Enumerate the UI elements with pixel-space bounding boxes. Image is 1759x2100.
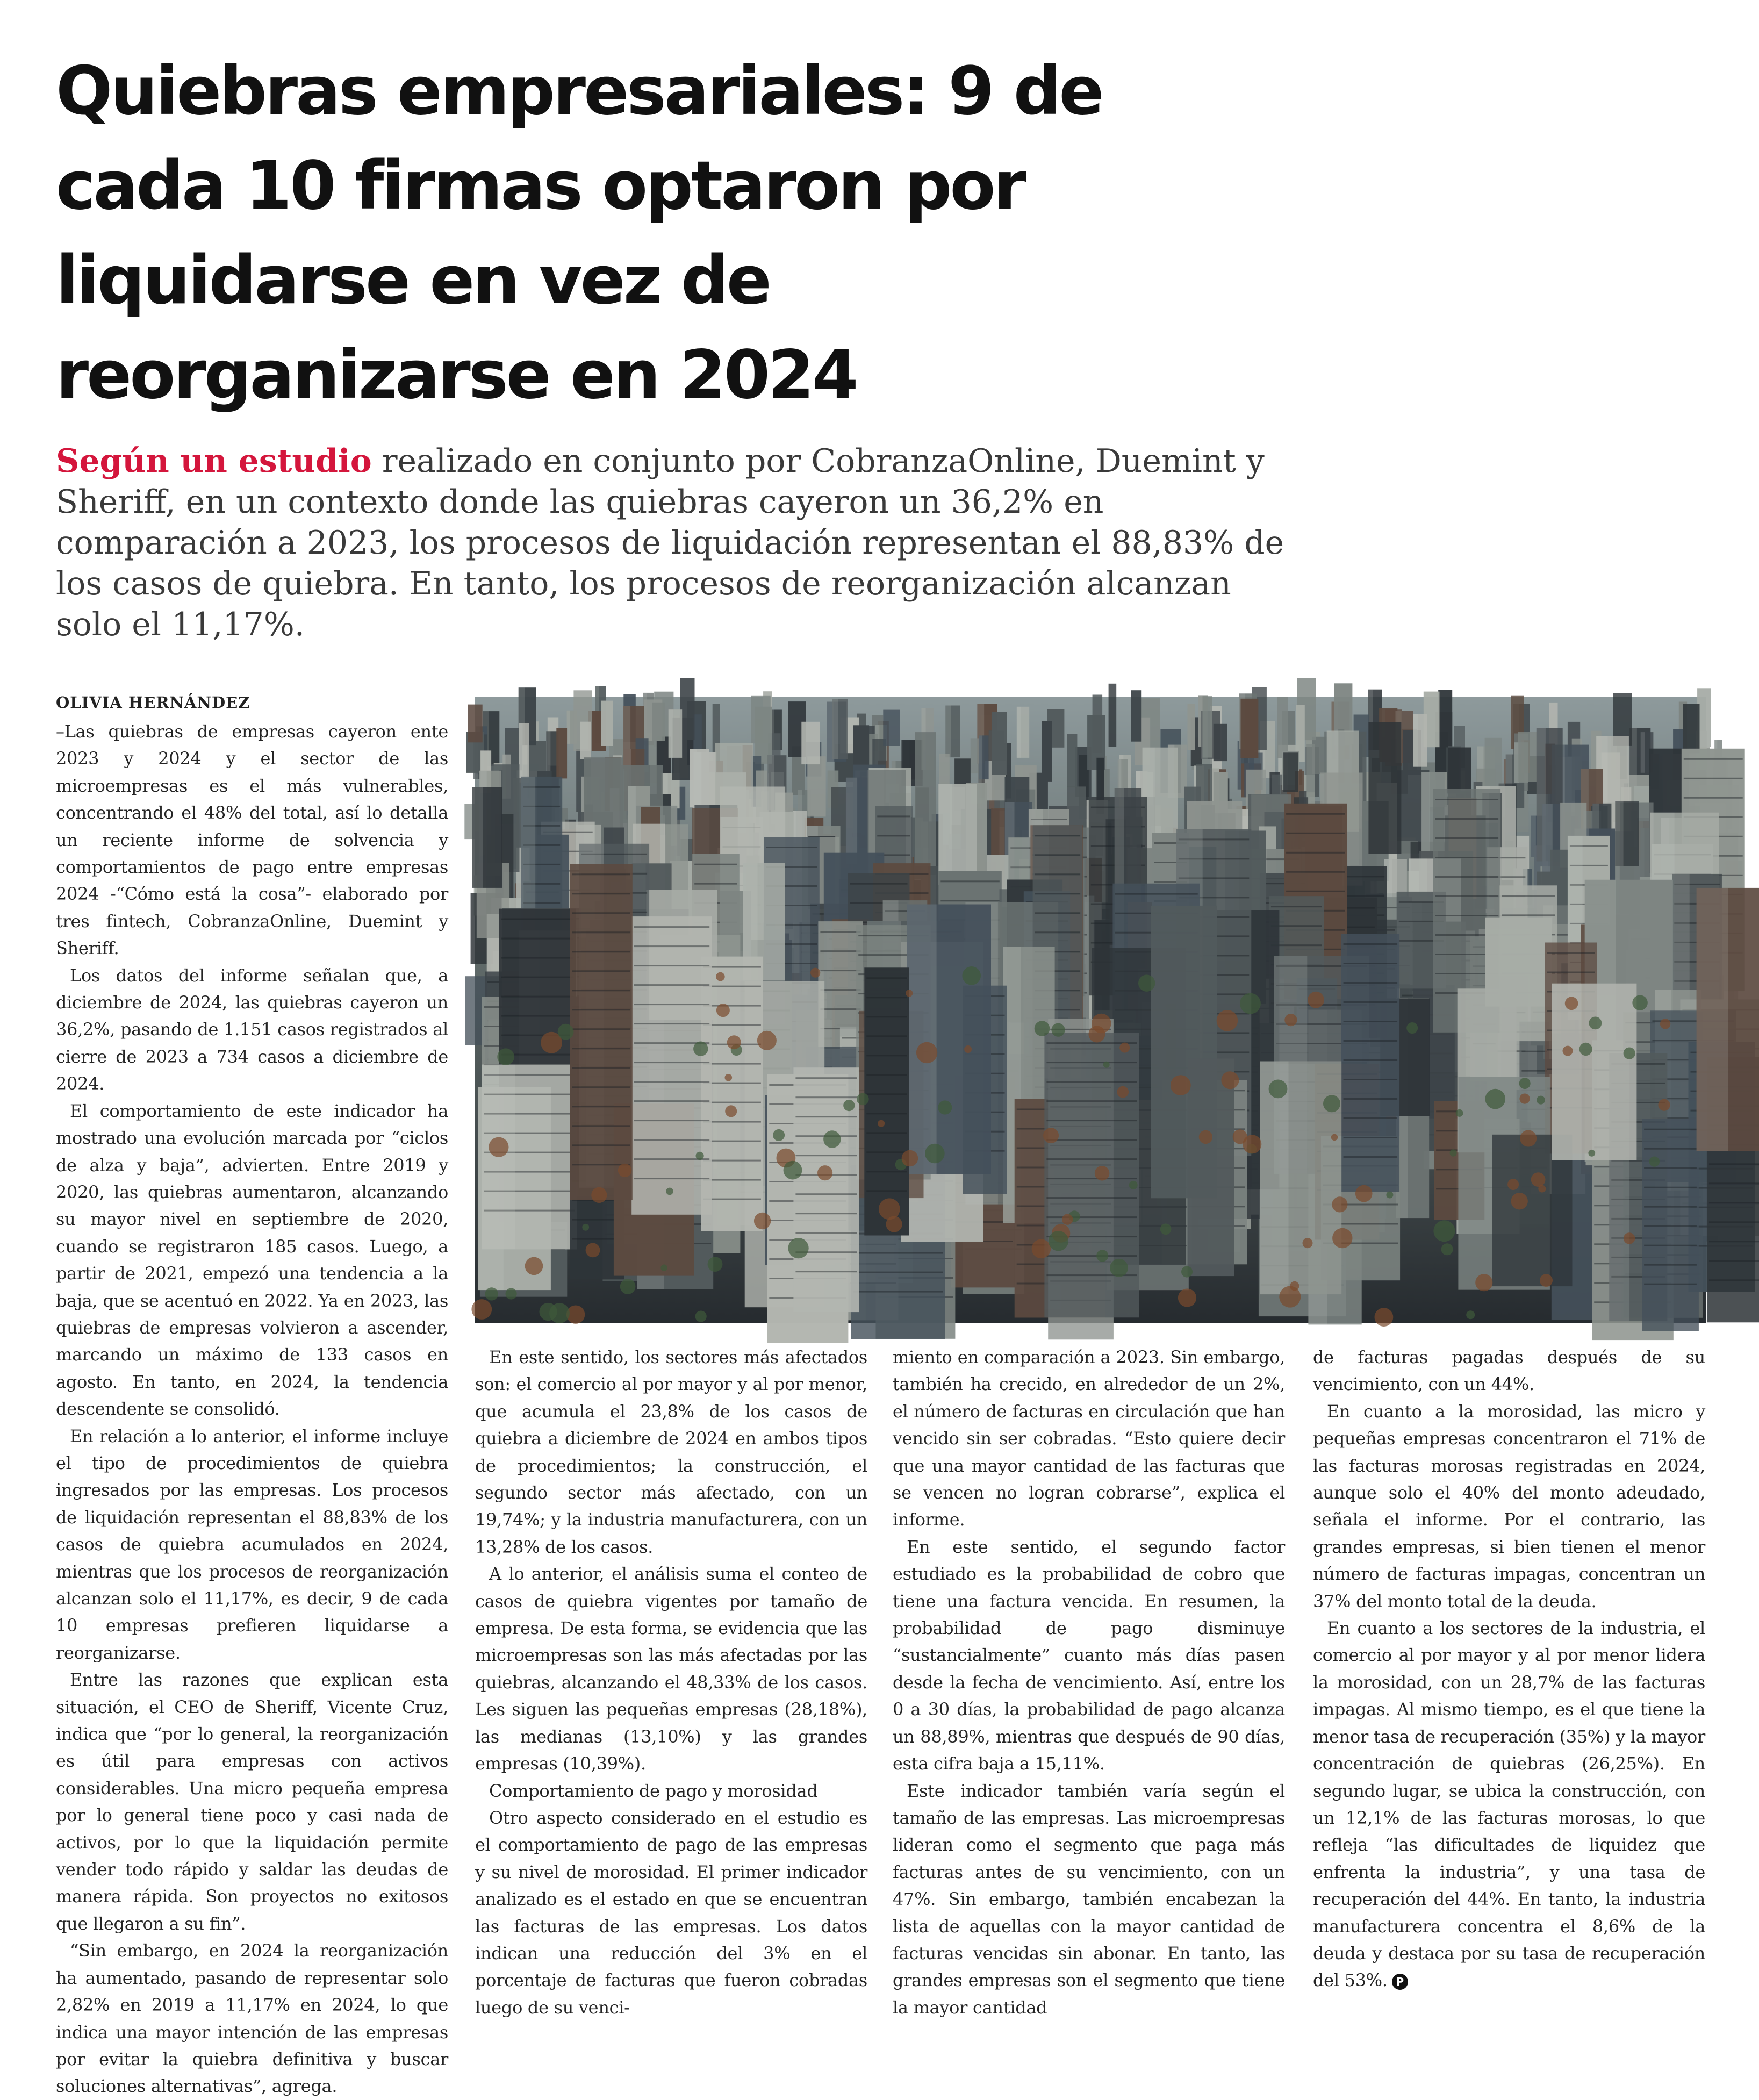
paragraph: En relación a lo anterior, el informe incluye el tipo de procedimientos de quiebra ingresados por las empresas. Los procesos de liquidación representan el 88,83% de los casos de quiebra acumulados en 2024, mientras que los procesos de reorganización alcanzan solo el 11,17%, es decir, 9 de cada 10 empresas prefieren liquidarse a reorganizarse.: [56, 1425, 448, 1663]
article-column-4: [1313, 1344, 1705, 1991]
subheading: Comportamiento de pago y morosidad: [489, 1780, 818, 1801]
article-column-3: [893, 1344, 1285, 2018]
paragraph: miento en comparación a 2023. Sin embargo, también ha crecido, en alrededor de un 2%, el número de facturas en circulación que han vencido sin ser cobradas. “Esto quiere decir que una mayor cantidad de las facturas que se vencen no logran cobrarse”, explica el informe.: [893, 1347, 1285, 1530]
paragraph: En cuanto a la morosidad, las micro y pequeñas empresas concentraron el 71% de las facturas morosas registradas en 2024, aunque solo el 40% del monto adeudado, señala el informe. Por el contrario, las grandes empresas, si bien tienen el menor número de facturas impagas, concentran un 37% del monto total de la deuda.: [1313, 1401, 1705, 1611]
paragraph: de facturas pagadas después de su vencimiento, con un 44%.: [1313, 1347, 1705, 1395]
headline: Quiebras empresariales: 9 de cada 10 firmas optaron por liquidarse en vez de reorganizarse en 2024: [56, 53, 1102, 414]
article-column-2: [475, 1344, 867, 2018]
paragraph: En este sentido, los sectores más afectados son: el comercio al por mayor y al por menor, que acumula el 23,8% de los casos de quiebra a diciembre de 2024 en ambos tipos de procedimientos; la construcción, el segundo sector más afectado, con un 19,74%; y la industria manufacturera, con un 13,28% de los casos.: [475, 1347, 867, 1557]
paragraph: Entre las razones que explican esta situación, el CEO de Sheriff, Vicente Cruz, indica que “por lo general, la reorganización es útil para empresas con activos considerables. Una micro pequeña empresa por lo general tiene poco y casi nada de activos, por lo que la liquidación permite vender todo rápido y saldar las deudas de manera rápida. Son proyectos no exitosos que llegaron a su fin”.: [56, 1669, 448, 1934]
article-column-1: [56, 718, 448, 2097]
paragraph: A lo anterior, el análisis suma el conteo de casos de quiebra vigentes por tamaño de empresa. De esta forma, se evidencia que las microempresas son las más afectadas por las quiebras, alcanzando el 48,33% de los casos. Les siguen las pequeñas empresas (28,18%), las medianas (13,10%) y las grandes empresas (10,39%).: [475, 1564, 867, 1774]
lead-highlight: Según un estudio: [56, 442, 372, 480]
lead-text: realizado en conjunto por CobranzaOnline, Duemint y Sheriff, en un contexto donde las quiebras cayeron un 36,2% en comparación a 2023, los procesos de liquidación representan el 88,83% de los casos de quiebra. En tanto, los procesos de reorganización alcanzan solo el 11,17%.: [56, 442, 1284, 643]
skyline-illustration: [475, 697, 1706, 1323]
byline: OLIVIA HERNÁNDEZ: [56, 693, 250, 712]
lead-paragraph: [56, 441, 1292, 645]
paragraph: Este indicador también varía según el tamaño de las empresas. Las microempresas lideran como el segmento que paga más facturas antes de su vencimiento, con un 47%. Sin embargo, también encabezan la lista de aquellas con la mayor cantidad de facturas vencidas sin abonar. En tanto, las grandes empresas son el segmento que tiene la mayor cantidad: [893, 1780, 1285, 2018]
paragraph: [1313, 1615, 1705, 1994]
paragraph: Los datos del informe señalan que, a diciembre de 2024, las quiebras cayeron un 36,2%, pasando de 1.151 casos registrados al cierre de 2023 a 734 casos a diciembre de 2024.: [56, 965, 448, 1094]
paragraph: En este sentido, el segundo factor estudiado es la probabilidad de cobro que tiene una factura vencida. En resumen, la probabilidad de pago disminuye “sustancialmente” cuanto más días pasen desde la fecha de vencimiento. Así, entre los 0 a 30 días, la probabilidad de pago alcanza un 88,89%, mientras que después de 90 días, esta cifra baja a 15,11%.: [893, 1536, 1285, 1774]
paragraph-text: En cuanto a los sectores de la industria, el comercio al por mayor y al por menor lidera la morosidad, con un 28,7% de las facturas impagas. Al mismo tiempo, es el que tiene la menor tasa de recuperación (35%) y la mayor concentración de quiebras (26,25%). En segundo lugar, se ubica la construcción, con un 12,1% de las facturas morosas, lo que refleja “las dificultades de liquidez que enfrenta la industria”, y una tasa de recuperación del 44%. En tanto, la industria manufacturera concentra el 8,6% de la deuda y destaca por su tasa de recuperación del 53%.: [1313, 1618, 1705, 1991]
paragraph: –Las quiebras de empresas cayeron ente 2023 y 2024 y el sector de las microempresas es el más vulnerables, concentrando el 48% del total, así lo detalla un reciente informe de solvencia y comportamientos de pago entre empresas 2024 -“Cómo está la cosa”- elaborado por tres fintech, CobranzaOnline, Duemint y Sheriff.: [56, 721, 448, 959]
paragraph: Otro aspecto considerado en el estudio es el comportamiento de pago de las empresas y su nivel de morosidad. El primer indicador analizado es el estado en que se encuentran las facturas de las empresas. Los datos indican una reducción del 3% en el porcentaje de facturas que fueron cobradas luego de su venci-: [475, 1807, 867, 2018]
paragraph: El comportamiento de este indicador ha mostrado una evolución marcada por “ciclos de alza y baja”, advierten. Entre 2019 y 2020, las quiebras aumentaron, alcanzando su mayor nivel en septiembre de 2020, cuando se registraron 185 casos. Luego, a partir de 2021, empezó una tendencia a la baja, que se acentuó en 2022. Ya en 2023, las quiebras de empresas volvieron a ascender, marcando un máximo de 133 casos en agosto. En tanto, en 2024, la tendencia descendente se consolidó.: [56, 1100, 448, 1420]
paragraph: “Sin embargo, en 2024 la reorganización ha aumentado, pasando de representar solo 2,82% en 2019 a 11,17% en 2024, lo que indica una mayor intención de las empresas por evitar la quiebra definitiva y buscar soluciones alternativas”, agrega.: [56, 1940, 448, 2097]
city-skyline-photo: [475, 697, 1706, 1323]
end-of-article-icon: P: [1392, 1974, 1408, 1990]
